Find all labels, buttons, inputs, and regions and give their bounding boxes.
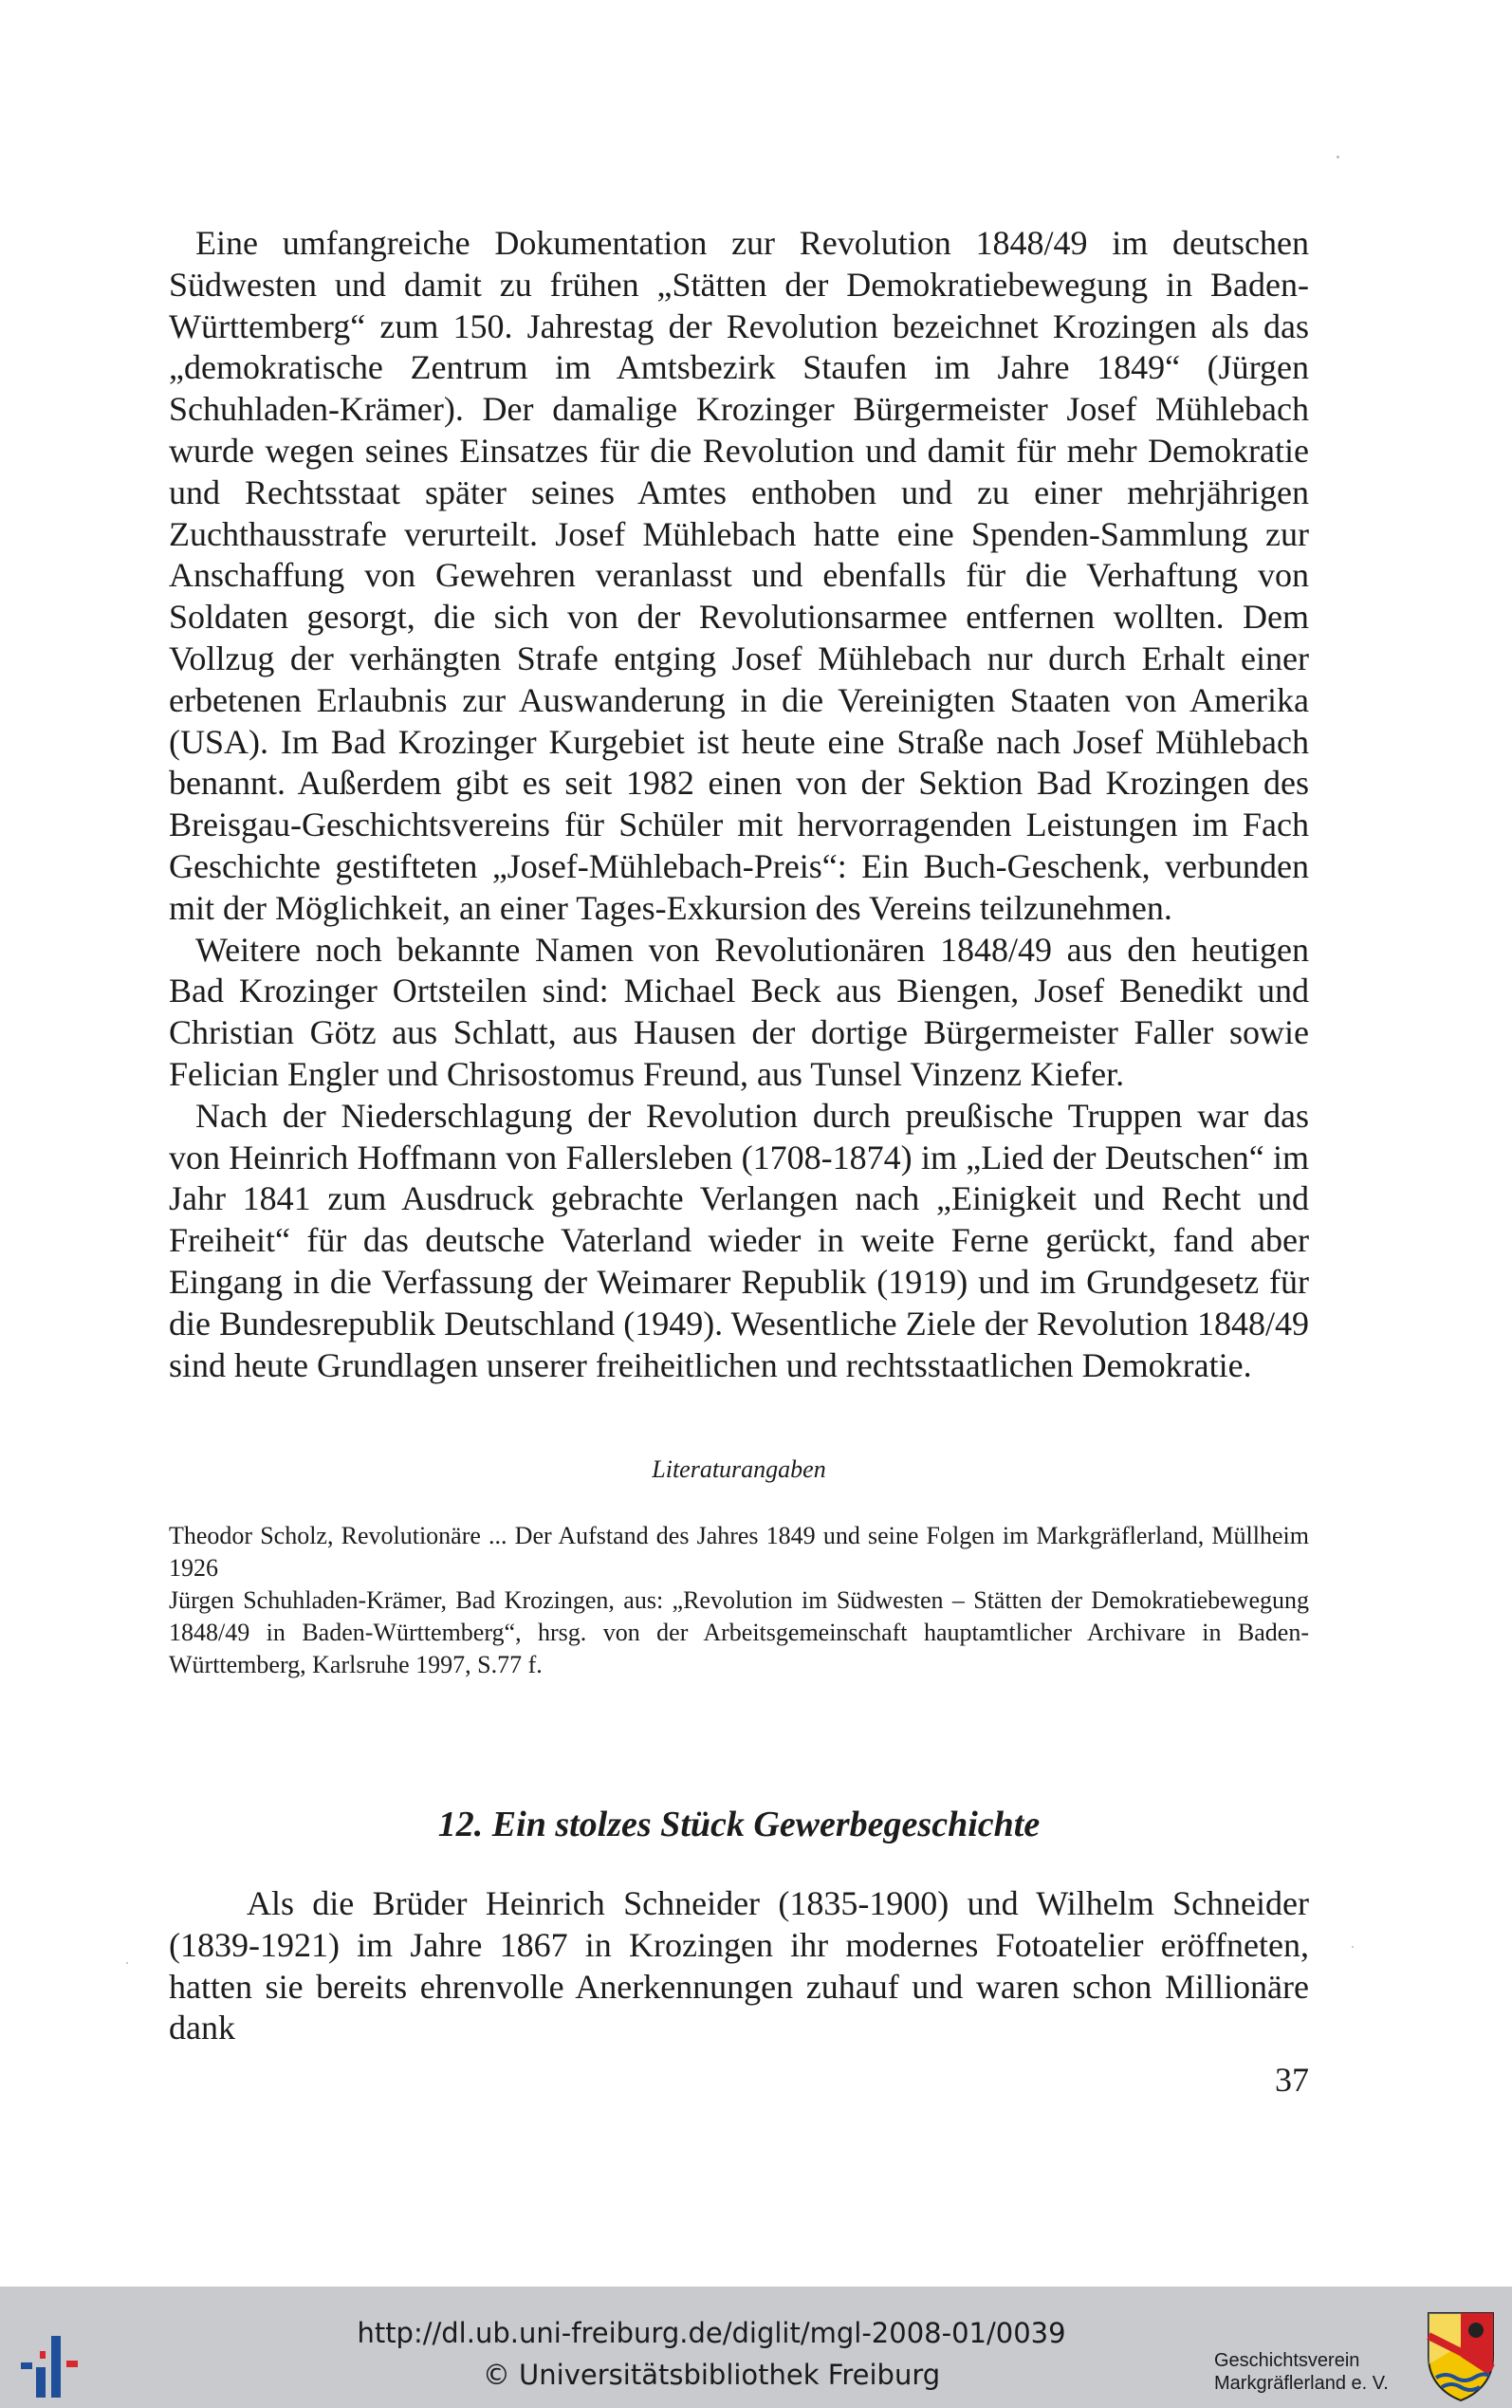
literature-list	[169, 1520, 1309, 1681]
literature-entry-2: Jürgen Schuhladen-Krämer, Bad Krozingen, aus: „Revolution im Südwesten – Stätten der Demokratiebewegung 1848/49 in Baden-Württemberg“, hrsg. von der Arbeitsgemeinschaft hauptamtlicher Archivare in Baden-Württemberg, Karlsruhe 1997, S.77 f.	[169, 1586, 1309, 1678]
paragraph-3: Nach der Niederschlagung der Revolution durch preußische Truppen war das von Heinrich Hoffmann von Fallersleben (1708-1874) im „Lied der Deutschen“ im Jahr 1841 zum Ausdruck gebrachte Verlangen nach „Einigkeit und Recht und Freiheit“ für das deutsche Vaterland wieder in weite Ferne gerückt, fand aber Eingang in die Verfassung der Weimarer Republik (1919) und im Grundgesetz für die Bundesrepublik Deutschland (1949). Wesentliche Ziele der Revolution 1848/49 sind heute Grundlagen unserer freiheitlichen und rechtsstaatlichen Demokratie.	[169, 1096, 1309, 1384]
org-name-line-1: Geschichtsverein	[1214, 2350, 1360, 2371]
section-text	[169, 1883, 1309, 2049]
section-paragraph: Als die Brüder Heinrich Schneider (1835-1900) und Wilhelm Schneider (1839-1921) im Jahre 1867 in Krozingen ihr modernes Fotoatelier eröffneten, hatten sie bereits ehrenvolle Anerkennungen zuhauf und waren schon Millionäre dank	[169, 1884, 1309, 2047]
main-text	[169, 223, 1309, 1386]
ub-freiburg-logo-icon[interactable]	[11, 2315, 97, 2400]
literature-heading: Literaturangaben	[652, 1455, 826, 1483]
footer-copyright: © Universitätsbibliothek Freiburg	[482, 2359, 941, 2391]
footer-url-link[interactable]: http://dl.ub.uni-freiburg.de/diglit/mgl-2008-01/0039	[357, 2317, 1066, 2349]
paragraph-1: Eine umfangreiche Dokumentation zur Revolution 1848/49 im deutschen Südwesten und damit zu frühen „Stätten der Demokratiebewegung in Baden-Württemberg“ zum 150. Jahrestag der Revolution bezeichnet Krozingen als das „demokratische Zentrum im Amtsbezirk Staufen im Jahre 1849“ (Jürgen Schuhladen-Krämer). Der damalige Krozinger Bürgermeister Josef Mühlebach wurde wegen seines Einsatzes für die Revolution und damit für mehr Demokratie und Rechtsstaat später seines Amtes enthoben und zu einer mehrjährigen Zuchthausstrafe verurteilt. Josef Mühlebach hatte eine Spenden-Sammlung zur Anschaffung von Gewehren veranlasst und ebenfalls für die Verhaftung von Soldaten gesorgt, die sich von der Revolutionsarmee entfernen wollten. Dem Vollzug der verhängten Strafe entging Josef Mühlebach nur durch Erhalt einer erbetenen Erlaubnis zur Auswanderung in die Vereinigten Staaten von Amerika (USA). Im Bad Krozinger Kurgebiet ist heute eine Straße nach Josef Mühlebach benannt. Außerdem gibt es seit 1982 einen von der Sektion Bad Krozingen des Breisgau-Geschichtsvereins für Schüler mit hervorragenden Leistungen im Fach Geschichte gestifteten „Josef-Mühlebach-Preis“: Ein Buch-Geschenk, verbunden mit der Möglichkeit, an einer Tages-Exkursion des Vereins teilzunehmen.	[169, 224, 1309, 927]
section-title: 12. Ein stolzes Stück Gewerbegeschichte	[437, 1805, 1041, 1844]
org-name-line-2: Markgräflerland e. V.	[1214, 2373, 1389, 2394]
footer-bar	[0, 2287, 1512, 2408]
page-number: 37	[1275, 2061, 1309, 2099]
literature-entry-1: Theodor Scholz, Revolutionäre ... Der Aufstand des Jahres 1849 und seine Folgen im Markgräflerland, Müllheim 1926	[169, 1522, 1309, 1582]
paragraph-2: Weitere noch bekannte Namen von Revolutionären 1848/49 aus den heutigen Bad Krozinger Ortsteilen sind: Michael Beck aus Biengen, Josef Benedikt und Christian Götz aus Schlatt, aus Hausen der dortige Bürgermeister Faller sowie Felician Engler und Chrisostomus Freund, aus Tunsel Vinzenz Kiefer.	[169, 930, 1309, 1093]
coat-of-arms-icon[interactable]	[1423, 2307, 1499, 2402]
footer-organization[interactable]	[1214, 2349, 1413, 2395]
